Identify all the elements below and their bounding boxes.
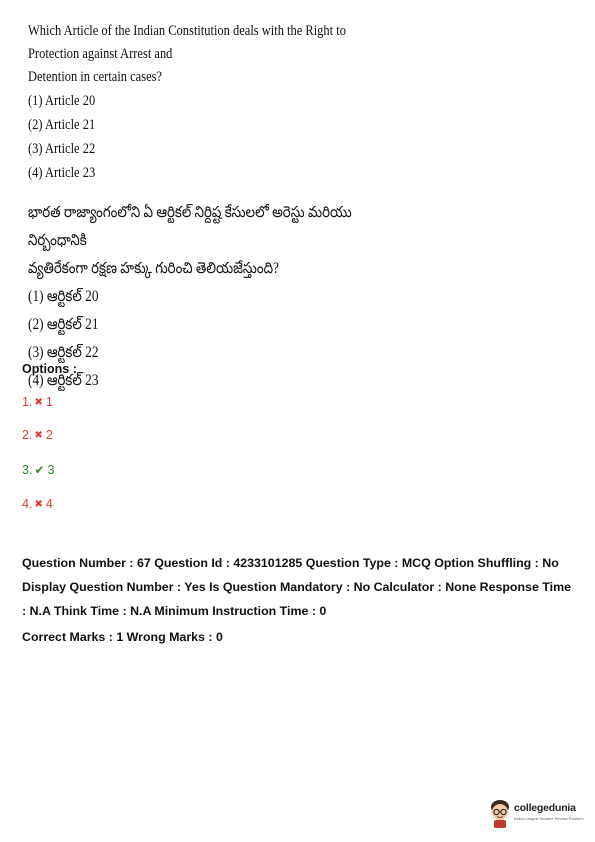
question-telugu-line1: భారత రాజ్యాంగంలోని ఏ ఆర్టికల్ నిర్దిష్ట కేసులలో అరెస్టు మరియు నిర్బంధానికి xyxy=(28,204,352,249)
collegedunia-logo xyxy=(487,797,591,829)
telugu-option-3: (3) ఆర్టికల్ 22 xyxy=(28,344,99,361)
option-value: 4 xyxy=(45,497,53,511)
metadata-line3: : N.A Think Time : N.A Minimum Instruction Time : 0 xyxy=(22,604,327,618)
logo-tagline: India's largest Student Review Platform xyxy=(514,816,584,821)
options-heading: Options : xyxy=(22,362,77,376)
telugu-option-1: (1) ఆర్టికల్ 20 xyxy=(28,288,99,305)
question-block xyxy=(28,20,398,395)
cross-icon: ✖ xyxy=(34,499,43,510)
student-mascot-icon xyxy=(487,797,513,829)
option-row-3 xyxy=(22,463,54,477)
english-option-2: (2) Article 21 xyxy=(28,117,96,133)
metadata-line1: Question Number : 67 Question Id : 4233101285 Question Type : MCQ Option Shuffling : No xyxy=(22,556,559,570)
option-row-1 xyxy=(22,395,53,409)
cross-icon: ✖ xyxy=(34,397,43,408)
question-metadata xyxy=(22,551,582,649)
option-row-2 xyxy=(22,428,53,442)
option-value: 2 xyxy=(45,428,53,442)
question-english-line2: Detention in certain cases? xyxy=(28,69,162,85)
telugu-option-2: (2) ఆర్టికల్ 21 xyxy=(28,316,99,333)
english-option-3: (3) Article 22 xyxy=(28,141,96,157)
logo-wordmark: collegedunia xyxy=(514,802,576,814)
option-number: 4. xyxy=(22,497,33,511)
cross-icon: ✖ xyxy=(34,430,43,441)
marks-info: Correct Marks : 1 Wrong Marks : 0 xyxy=(22,630,223,644)
telugu-option-4: (4) ఆర్టికల్ 23 xyxy=(28,372,99,389)
english-option-1: (1) Article 20 xyxy=(28,93,96,109)
question-telugu xyxy=(28,199,398,283)
metadata-line2: Display Question Number : Yes Is Question Mandatory : No Calculator : None Response Time xyxy=(22,580,571,594)
option-value: 1 xyxy=(45,395,53,409)
checkmark-icon: ✔ xyxy=(34,463,45,477)
question-english-line1: Which Article of the Indian Constitution deals with the Right to Protection against Arrest and xyxy=(28,23,346,62)
option-number: 1. xyxy=(22,395,33,409)
english-option-4: (4) Article 23 xyxy=(28,165,96,181)
question-telugu-line2: వ్యతిరేకంగా రక్షణ హక్కు గురించి తెలియజేస్తుంది? xyxy=(28,260,279,277)
option-number: 3. xyxy=(22,463,33,477)
option-value: 3 xyxy=(47,463,55,477)
option-number: 2. xyxy=(22,428,33,442)
option-row-4 xyxy=(22,497,53,511)
question-english xyxy=(28,20,398,89)
